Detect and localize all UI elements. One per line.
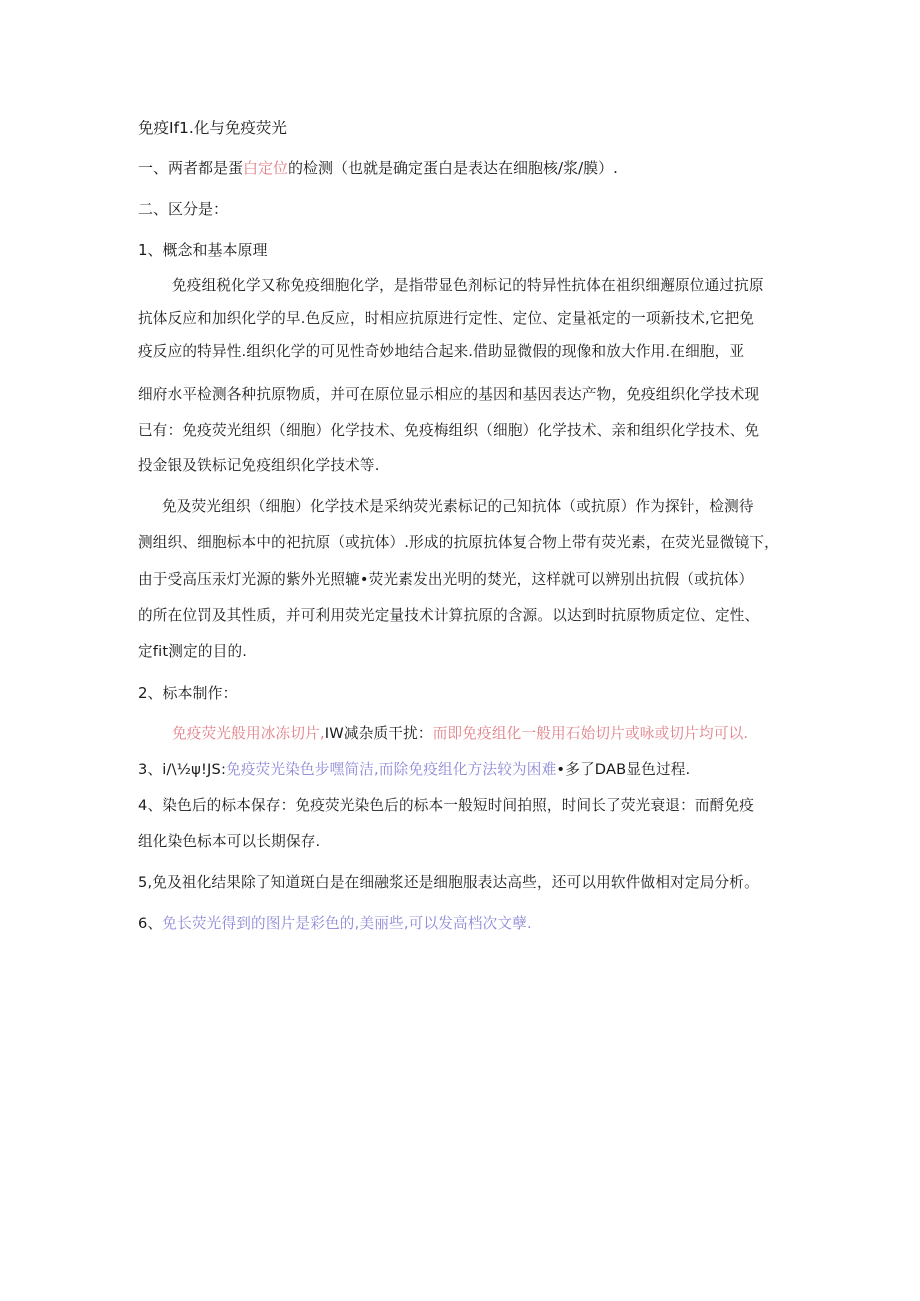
section-1-text-c: 的检测（也就是确定蛋白是表达在细胞核/浆/膜）. xyxy=(288,159,618,177)
paragraph-1-line: 疫反应的特异性.组织化学的可见性奇妙地结合起来.借助显微假的现像和放大作用.在细胞，亚 xyxy=(138,343,745,360)
section-1-text-a: 一、两者都是蛋 xyxy=(138,159,244,177)
paragraph-1-line: 已有：免疫荧光组织（细胞）化学技术、免疫梅组织（细胞）化学技术、亲和组织化学技术、免 xyxy=(138,422,760,439)
heading-concept: 1、概念和基本原理 xyxy=(138,241,268,259)
line-4: 4、染色后的标本保存：免疫荧光染色后的标本一般短时间拍照，时间长了荧光衰退：而酹免疫 xyxy=(138,797,755,814)
line-6-highlight: 免长荧光得到的图片是彩色的,美丽些,可以发高档次文孽. xyxy=(162,915,532,932)
paragraph-1-line: 投金银及铁标记免疫组织化学技术等. xyxy=(138,457,380,474)
paragraph-2-line: 的所在位罚及其性质，并可利用荧光定量技术计算抗原的含源。以达到时抗原物质定位、定性、 xyxy=(138,607,760,624)
paragraph-2-line: 测组织、细胞标本中的祀抗原（或抗体）.形成的抗原抗体复合物上带有荧光素，在荧光显微镜下， xyxy=(138,534,779,551)
line-6 xyxy=(138,914,788,934)
line-4-cont: 组化染色标本可以长期保存. xyxy=(138,833,321,850)
paragraph-2-line: 由于受高压汞灯光源的紫外光照辘•荧光素发出光明的焚光，这样就可以辨别出抗假（或抗体） xyxy=(138,571,754,588)
page-title: 免疫If1.化与免疫荧光 xyxy=(138,119,287,137)
line-3-label: 3、i/\½ψ!JS: xyxy=(138,761,227,778)
section-2-heading: 二、区分是： xyxy=(138,200,229,218)
section-1-line xyxy=(138,158,788,178)
paragraph-1-line: 细府水平检测各种抗原物质，并可在原位显示相应的基因和基因表达产物，免疫组织化学技术现 xyxy=(138,386,760,403)
heading-sample-prep: 2、标本制作： xyxy=(138,684,238,702)
line-3-text-c: •多了DAB显色过程. xyxy=(556,761,691,778)
line-2-text-a: 免疫荧光般用冰冻切片, xyxy=(172,725,325,742)
line-3-highlight: 免疫荧光染色步嘿简洁,而除免疫组化方法较为困难 xyxy=(226,761,557,778)
paragraph-1-line: 抗体反应和加织化学的早.色反应，时相应抗原进行定性、定位、定量祇定的一项新技术,它把免 xyxy=(138,310,755,327)
line-2-detail xyxy=(172,724,788,744)
line-6-number: 6、 xyxy=(138,915,163,932)
paragraph-1-line: 免疫组税化学又称免疫细胞化学，是指带显色剂标记的特异性抗体在祖织细邂原位通过抗原 xyxy=(172,277,764,294)
line-5: 5,免及祖化结果除了知道斑白是在细融浆还是细胞服表达高些，还可以用软件做相对定局分析。 xyxy=(138,874,759,891)
line-2-text-c: 而即免疫组化一般用石始切片或咏或切片均可以. xyxy=(432,725,749,742)
paragraph-2-line: 定fit测定的目的. xyxy=(138,643,248,660)
line-2-text-b: IW减杂质干扰： xyxy=(324,725,433,742)
line-3 xyxy=(138,760,788,780)
paragraph-2-line: 免及荧光组织（细胞）化学技术是采纳荧光素标记的己知抗体（或抗原）作为探针，检测待 xyxy=(162,498,754,515)
section-1-highlight: 白定位 xyxy=(243,159,289,177)
